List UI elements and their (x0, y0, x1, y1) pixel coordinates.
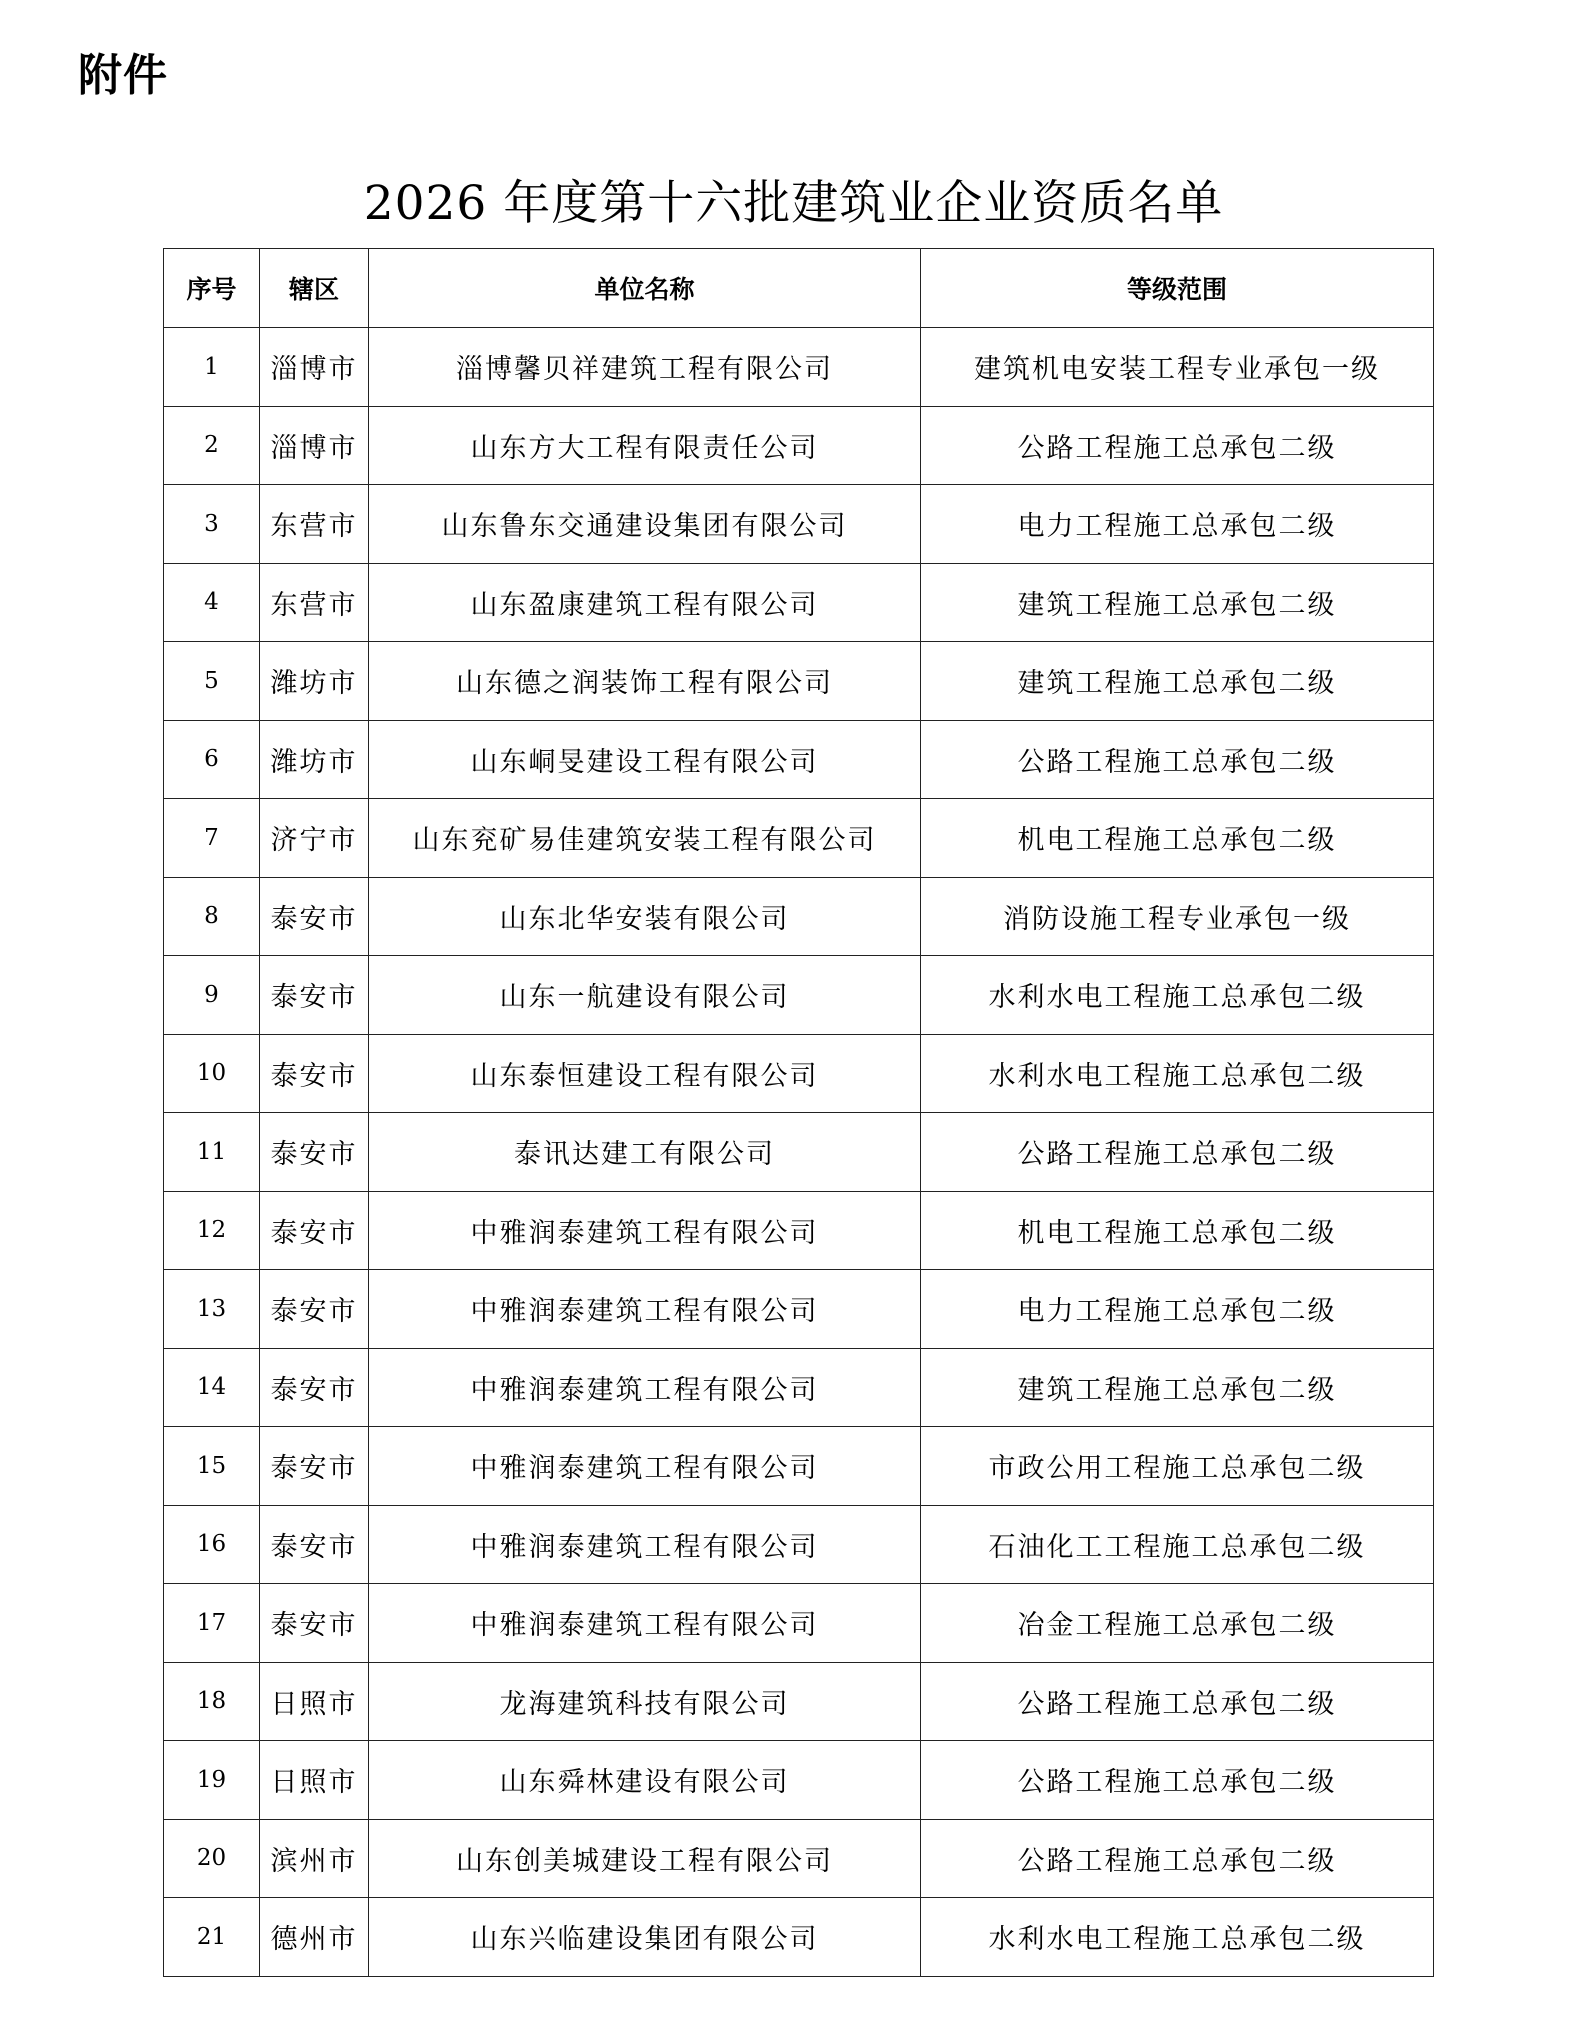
table-row (164, 1191, 1434, 1270)
cell-company-name: 山东泰恒建设工程有限公司 (369, 1034, 921, 1113)
cell-serial-number: 14 (164, 1348, 260, 1427)
cell-serial-number: 12 (164, 1191, 260, 1270)
cell-serial-number: 16 (164, 1505, 260, 1584)
cell-serial-number: 19 (164, 1741, 260, 1820)
table-row (164, 1348, 1434, 1427)
table-row (164, 1898, 1434, 1977)
cell-qualification-scope: 机电工程施工总承包二级 (921, 799, 1434, 878)
cell-company-name: 山东盈康建筑工程有限公司 (369, 563, 921, 642)
cell-qualification-scope: 公路工程施工总承包二级 (921, 406, 1434, 485)
cell-qualification-scope: 公路工程施工总承包二级 (921, 720, 1434, 799)
header-company-name: 单位名称 (369, 249, 921, 328)
cell-district: 淄博市 (260, 328, 369, 407)
cell-district: 泰安市 (260, 1505, 369, 1584)
cell-district: 泰安市 (260, 1113, 369, 1192)
cell-district: 泰安市 (260, 1191, 369, 1270)
table-row (164, 1427, 1434, 1506)
cell-district: 济宁市 (260, 799, 369, 878)
cell-qualification-scope: 水利水电工程施工总承包二级 (921, 1034, 1434, 1113)
cell-qualification-scope: 电力工程施工总承包二级 (921, 485, 1434, 564)
cell-district: 泰安市 (260, 1427, 369, 1506)
cell-serial-number: 20 (164, 1819, 260, 1898)
annex-label: 附件 (78, 50, 168, 101)
cell-serial-number: 9 (164, 956, 260, 1035)
cell-serial-number: 2 (164, 406, 260, 485)
cell-company-name: 山东舜林建设有限公司 (369, 1741, 921, 1820)
cell-district: 滨州市 (260, 1819, 369, 1898)
cell-company-name: 山东兴临建设集团有限公司 (369, 1898, 921, 1977)
cell-serial-number: 13 (164, 1270, 260, 1349)
cell-company-name: 中雅润泰建筑工程有限公司 (369, 1348, 921, 1427)
document-title: 2026 年度第十六批建筑业企业资质名单 (363, 176, 1224, 231)
cell-qualification-scope: 建筑工程施工总承包二级 (921, 563, 1434, 642)
cell-serial-number: 15 (164, 1427, 260, 1506)
cell-qualification-scope: 电力工程施工总承包二级 (921, 1270, 1434, 1349)
table-row (164, 328, 1434, 407)
cell-qualification-scope: 冶金工程施工总承包二级 (921, 1584, 1434, 1663)
cell-district: 东营市 (260, 563, 369, 642)
cell-company-name: 山东北华安装有限公司 (369, 877, 921, 956)
table-row (164, 1270, 1434, 1349)
cell-company-name: 中雅润泰建筑工程有限公司 (369, 1270, 921, 1349)
table-row (164, 1034, 1434, 1113)
cell-serial-number: 18 (164, 1662, 260, 1741)
cell-qualification-scope: 公路工程施工总承包二级 (921, 1819, 1434, 1898)
cell-qualification-scope: 水利水电工程施工总承包二级 (921, 1898, 1434, 1977)
cell-company-name: 山东德之润装饰工程有限公司 (369, 642, 921, 721)
cell-company-name: 龙海建筑科技有限公司 (369, 1662, 921, 1741)
cell-district: 日照市 (260, 1741, 369, 1820)
cell-serial-number: 17 (164, 1584, 260, 1663)
cell-serial-number: 10 (164, 1034, 260, 1113)
cell-district: 泰安市 (260, 877, 369, 956)
cell-qualification-scope: 机电工程施工总承包二级 (921, 1191, 1434, 1270)
table-row (164, 563, 1434, 642)
table-row (164, 485, 1434, 564)
table-row (164, 642, 1434, 721)
cell-company-name: 淄博馨贝祥建筑工程有限公司 (369, 328, 921, 407)
table-row (164, 1584, 1434, 1663)
cell-serial-number: 4 (164, 563, 260, 642)
table-row (164, 956, 1434, 1035)
table-row (164, 1662, 1434, 1741)
cell-company-name: 山东创美城建设工程有限公司 (369, 1819, 921, 1898)
cell-company-name: 山东峒旻建设工程有限公司 (369, 720, 921, 799)
cell-qualification-scope: 建筑工程施工总承包二级 (921, 1348, 1434, 1427)
cell-qualification-scope: 石油化工工程施工总承包二级 (921, 1505, 1434, 1584)
cell-district: 东营市 (260, 485, 369, 564)
cell-district: 日照市 (260, 1662, 369, 1741)
cell-district: 潍坊市 (260, 720, 369, 799)
table-row (164, 720, 1434, 799)
cell-serial-number: 8 (164, 877, 260, 956)
cell-qualification-scope: 公路工程施工总承包二级 (921, 1113, 1434, 1192)
table-row (164, 406, 1434, 485)
table-header-row (164, 249, 1434, 328)
cell-district: 泰安市 (260, 1348, 369, 1427)
cell-district: 淄博市 (260, 406, 369, 485)
cell-company-name: 中雅润泰建筑工程有限公司 (369, 1427, 921, 1506)
cell-district: 泰安市 (260, 956, 369, 1035)
cell-qualification-scope: 建筑机电安装工程专业承包一级 (921, 328, 1434, 407)
header-serial-number: 序号 (164, 249, 260, 328)
cell-qualification-scope: 市政公用工程施工总承包二级 (921, 1427, 1434, 1506)
header-district: 辖区 (260, 249, 369, 328)
cell-company-name: 中雅润泰建筑工程有限公司 (369, 1505, 921, 1584)
cell-serial-number: 21 (164, 1898, 260, 1977)
cell-company-name: 泰讯达建工有限公司 (369, 1113, 921, 1192)
cell-serial-number: 5 (164, 642, 260, 721)
table-body (164, 328, 1434, 1977)
header-qualification-scope: 等级范围 (921, 249, 1434, 328)
cell-serial-number: 3 (164, 485, 260, 564)
cell-qualification-scope: 消防设施工程专业承包一级 (921, 877, 1434, 956)
cell-company-name: 中雅润泰建筑工程有限公司 (369, 1191, 921, 1270)
cell-district: 德州市 (260, 1898, 369, 1977)
cell-serial-number: 6 (164, 720, 260, 799)
cell-company-name: 山东鲁东交通建设集团有限公司 (369, 485, 921, 564)
cell-qualification-scope: 公路工程施工总承包二级 (921, 1662, 1434, 1741)
cell-serial-number: 1 (164, 328, 260, 407)
cell-company-name: 山东兖矿易佳建筑安装工程有限公司 (369, 799, 921, 878)
cell-district: 泰安市 (260, 1270, 369, 1349)
table-row (164, 1505, 1434, 1584)
cell-district: 泰安市 (260, 1584, 369, 1663)
table-row (164, 877, 1434, 956)
cell-serial-number: 7 (164, 799, 260, 878)
cell-company-name: 山东一航建设有限公司 (369, 956, 921, 1035)
cell-qualification-scope: 公路工程施工总承包二级 (921, 1741, 1434, 1820)
cell-qualification-scope: 建筑工程施工总承包二级 (921, 642, 1434, 721)
cell-company-name: 山东方大工程有限责任公司 (369, 406, 921, 485)
cell-company-name: 中雅润泰建筑工程有限公司 (369, 1584, 921, 1663)
qualification-table (163, 248, 1434, 1977)
cell-district: 泰安市 (260, 1034, 369, 1113)
cell-district: 潍坊市 (260, 642, 369, 721)
cell-serial-number: 11 (164, 1113, 260, 1192)
table-row (164, 799, 1434, 878)
table-row (164, 1819, 1434, 1898)
table-row (164, 1741, 1434, 1820)
table-row (164, 1113, 1434, 1192)
cell-qualification-scope: 水利水电工程施工总承包二级 (921, 956, 1434, 1035)
